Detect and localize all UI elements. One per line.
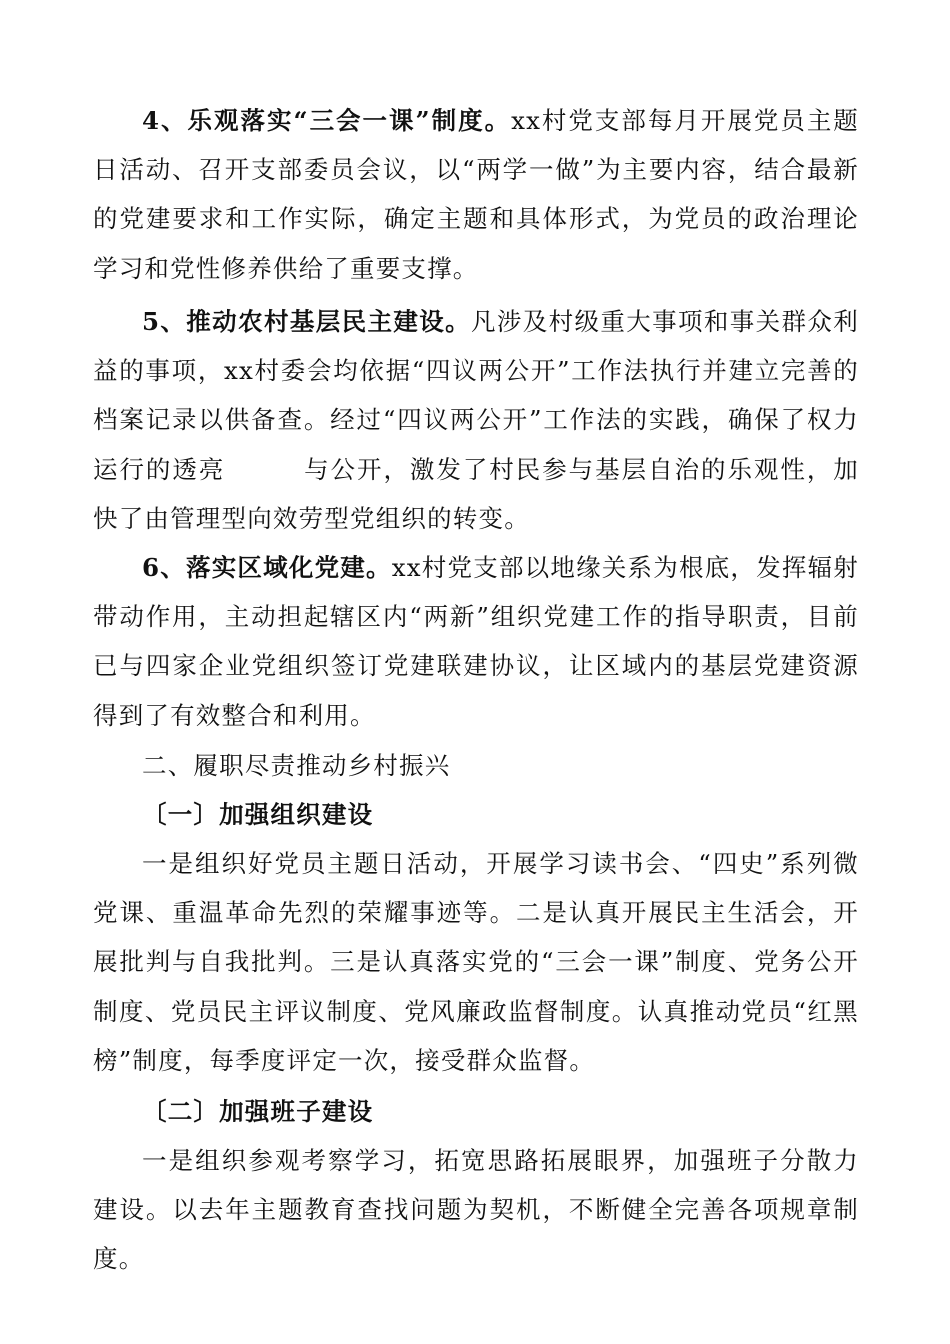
paragraph-6-body: xx村党支部以地缘关系为根底，发挥辐射带动作用，主动担起辖区内“两新”组织党建工作的指导职责，目前已与四家企业党组织签订党建联建协议，让区域内的基层党建资源得到了有效整合和利用。 — [93, 553, 860, 730]
subsection-1-title-text: 〔一〕加强组织建设 — [142, 800, 374, 829]
paragraph-4-body: xx村党支部每月开展党员主题日活动、召开支部委员会议，以“两学一做”为主要内容，结合最新的党建要求和工作实际，确定主题和具体形式，为党员的政治理论学习和党性修养供给了重要支撑。 — [93, 106, 860, 283]
subsection-2-body: 一是组织参观考察学习，拓宽思路拓展眼界，加强班子分散力建设。以去年主题教育查找问题为契机，不断健全完善各项规章制度。 — [93, 1146, 859, 1274]
paragraph-5-body-a: 凡涉及村级重大事项和事关群众利益的事项，xx村委会均依据“四议两公开”工作法执行并建立完善的档案记录以供备查。经过“四议两公开”工作法的实践，确保了权力运行的透亮 — [93, 307, 859, 484]
subsection-1-title — [93, 790, 859, 839]
paragraph-5 — [93, 297, 859, 543]
paragraph-5-body-b: 与公开，激发了村民参与基层自治的乐观性，加快了由管理型向效劳型党组织的转变。 — [93, 454, 859, 533]
paragraph-4-heading: 4、乐观落实“三会一课”制度。 — [142, 106, 512, 135]
subsection-1-body: 一是组织好党员主题日活动，开展学习读书会、“四史”系列微党课、重温革命先烈的荣耀事迹等。二是认真开展民主生活会，开展批判与自我批判。三是认真落实党的“三会一课”制度、党务公开制度、党员民主评议制度、党风廉政监督制度。认真推动党员“红黑榜”制度，每季度评定一次，接受群众监督。 — [93, 849, 859, 1075]
section-2-title: 二、履职尽责推动乡村振兴 — [142, 751, 451, 780]
subsection-2-title-text: 〔二〕加强班子建设 — [142, 1097, 374, 1126]
paragraph-6 — [93, 543, 859, 740]
paragraph-4 — [93, 96, 859, 293]
paragraph-6-heading: 6、落实区域化党建。 — [142, 553, 392, 582]
paragraph-5-heading: 5、推动农村基层民主建设。 — [142, 307, 471, 336]
subsection-2-title — [93, 1087, 859, 1136]
